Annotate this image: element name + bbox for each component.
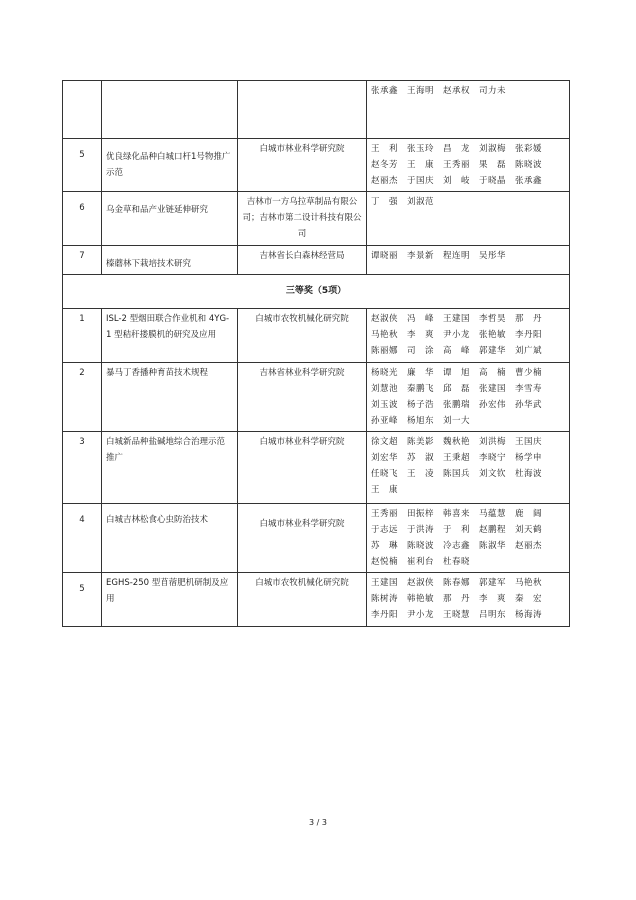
awards-table (62, 80, 570, 627)
completing-people (367, 363, 570, 432)
people-line: 丁 强 刘淑范 (371, 197, 435, 207)
section-title: 三等奖（5项） (63, 275, 570, 309)
project-name: 暴马丁香播种育苗技术规程 (102, 363, 238, 432)
table-row (63, 363, 570, 432)
people-line: 赵淑侠 冯 峰 王建国 李哲昊 那 丹 (371, 314, 543, 324)
completing-people (367, 504, 570, 573)
people-line: 刘宏华 苏 淑 王秉超 李晓宁 杨学申 (371, 453, 543, 463)
table-row (63, 81, 570, 139)
section-header-row (63, 275, 570, 309)
people-line: 于志远 于洪涛 于 利 赵鹏程 刘天鹤 (371, 525, 543, 535)
completing-people (367, 246, 570, 275)
people-line: 刘慧池 秦鹏飞 邱 磊 张建国 李雪寿 (371, 384, 543, 394)
project-name: 白城吉林松食心虫防治技术 (102, 504, 238, 573)
page-number: 3 / 3 (309, 818, 327, 827)
completing-unit: 白城市农牧机械化研究院 (238, 309, 367, 363)
project-name: 优良绿化品种白城口杆1号物推广示范 (102, 139, 238, 192)
people-line: 任晓飞 王 凌 陈国兵 刘文钦 杜海波 (371, 469, 543, 479)
table-row (63, 246, 570, 275)
project-name: 乌金草和品产业链延伸研究 (102, 192, 238, 246)
completing-unit (238, 81, 367, 139)
row-number: 1 (63, 309, 102, 363)
people-line: 徐文超 陈美影 魏秋艳 刘洪梅 王国庆 (371, 437, 543, 447)
people-line: 陈丽娜 司 涂 高 峰 郭建华 刘广斌 (371, 346, 543, 356)
row-number (63, 81, 102, 139)
people-line: 张承鑫 王海明 赵承权 司力未 (371, 86, 507, 96)
completing-unit: 吉林市一方乌拉草制品有限公司；吉林市第二设计科技有限公司 (238, 192, 367, 246)
table-row (63, 504, 570, 573)
row-number: 4 (63, 504, 102, 573)
people-line: 马艳秋 李 爽 尹小龙 张艳敏 李丹阳 (371, 330, 543, 340)
project-name: EGHS-250 型苜蓿肥机研制及应用 (102, 573, 238, 627)
people-line: 陈树涛 韩艳敏 那 丹 李 爽 秦 宏 (371, 594, 543, 604)
completing-unit: 白城市林业科学研究院 (238, 504, 367, 573)
table-row (63, 432, 570, 504)
people-line: 赵冬芳 王 康 王秀丽 果 磊 陈晓波 (371, 160, 543, 170)
completing-people (367, 192, 570, 246)
table-row (63, 192, 570, 246)
project-name: 榛蘑林下栽培技术研究 (102, 246, 238, 275)
people-line: 王 利 张玉玲 昌 龙 刘淑梅 张彩媛 (371, 144, 543, 154)
people-line: 赵丽杰 于国庆 刘 岐 于晓晶 张承鑫 (371, 176, 543, 186)
people-line: 赵悦楠 崔利台 杜春晓 (371, 557, 471, 567)
completing-people (367, 139, 570, 192)
table-row (63, 139, 570, 192)
completing-people (367, 81, 570, 139)
row-number: 6 (63, 192, 102, 246)
people-line: 谭晓丽 李景新 程连明 吴彤华 (371, 251, 507, 261)
completing-unit: 白城市农牧机械化研究院 (238, 573, 367, 627)
project-name: ISL-2 型烟田联合作业机和 4YG-1 型秸秆搂膜机的研究及应用 (102, 309, 238, 363)
people-line: 刘玉波 杨子浩 张鹏瑞 孙宏伟 孙华武 (371, 400, 543, 410)
project-name: 白城新品种盐碱地综合治理示范推广 (102, 432, 238, 504)
row-number: 5 (63, 139, 102, 192)
people-line: 李丹阳 尹小龙 王晓慧 吕明东 杨海涛 (371, 610, 543, 620)
row-number: 2 (63, 363, 102, 432)
people-line: 王 康 (371, 485, 399, 495)
row-number: 5 (63, 573, 102, 627)
table-row (63, 309, 570, 363)
completing-unit: 白城市林业科学研究院 (238, 139, 367, 192)
people-line: 王秀丽 田振梓 韩喜来 马蕴慧 鹿 阔 (371, 509, 543, 519)
completing-unit: 吉林省林业科学研究院 (238, 363, 367, 432)
people-line: 苏 琳 陈晓波 冷志鑫 陈淑华 赵丽杰 (371, 541, 543, 551)
completing-people (367, 309, 570, 363)
row-number: 3 (63, 432, 102, 504)
people-line: 孙亚峰 杨旭东 刘一大 (371, 416, 471, 426)
completing-people (367, 432, 570, 504)
completing-people (367, 573, 570, 627)
completing-unit: 白城市林业科学研究院 (238, 432, 367, 504)
table-row (63, 573, 570, 627)
project-name (102, 81, 238, 139)
completing-unit: 吉林省长白森林经营局 (238, 246, 367, 275)
people-line: 杨晓光 廉 华 谭 旭 高 楠 曹少楠 (371, 368, 543, 378)
people-line: 王建国 赵淑侠 陈春娜 郭建军 马艳秋 (371, 578, 543, 588)
row-number: 7 (63, 246, 102, 275)
